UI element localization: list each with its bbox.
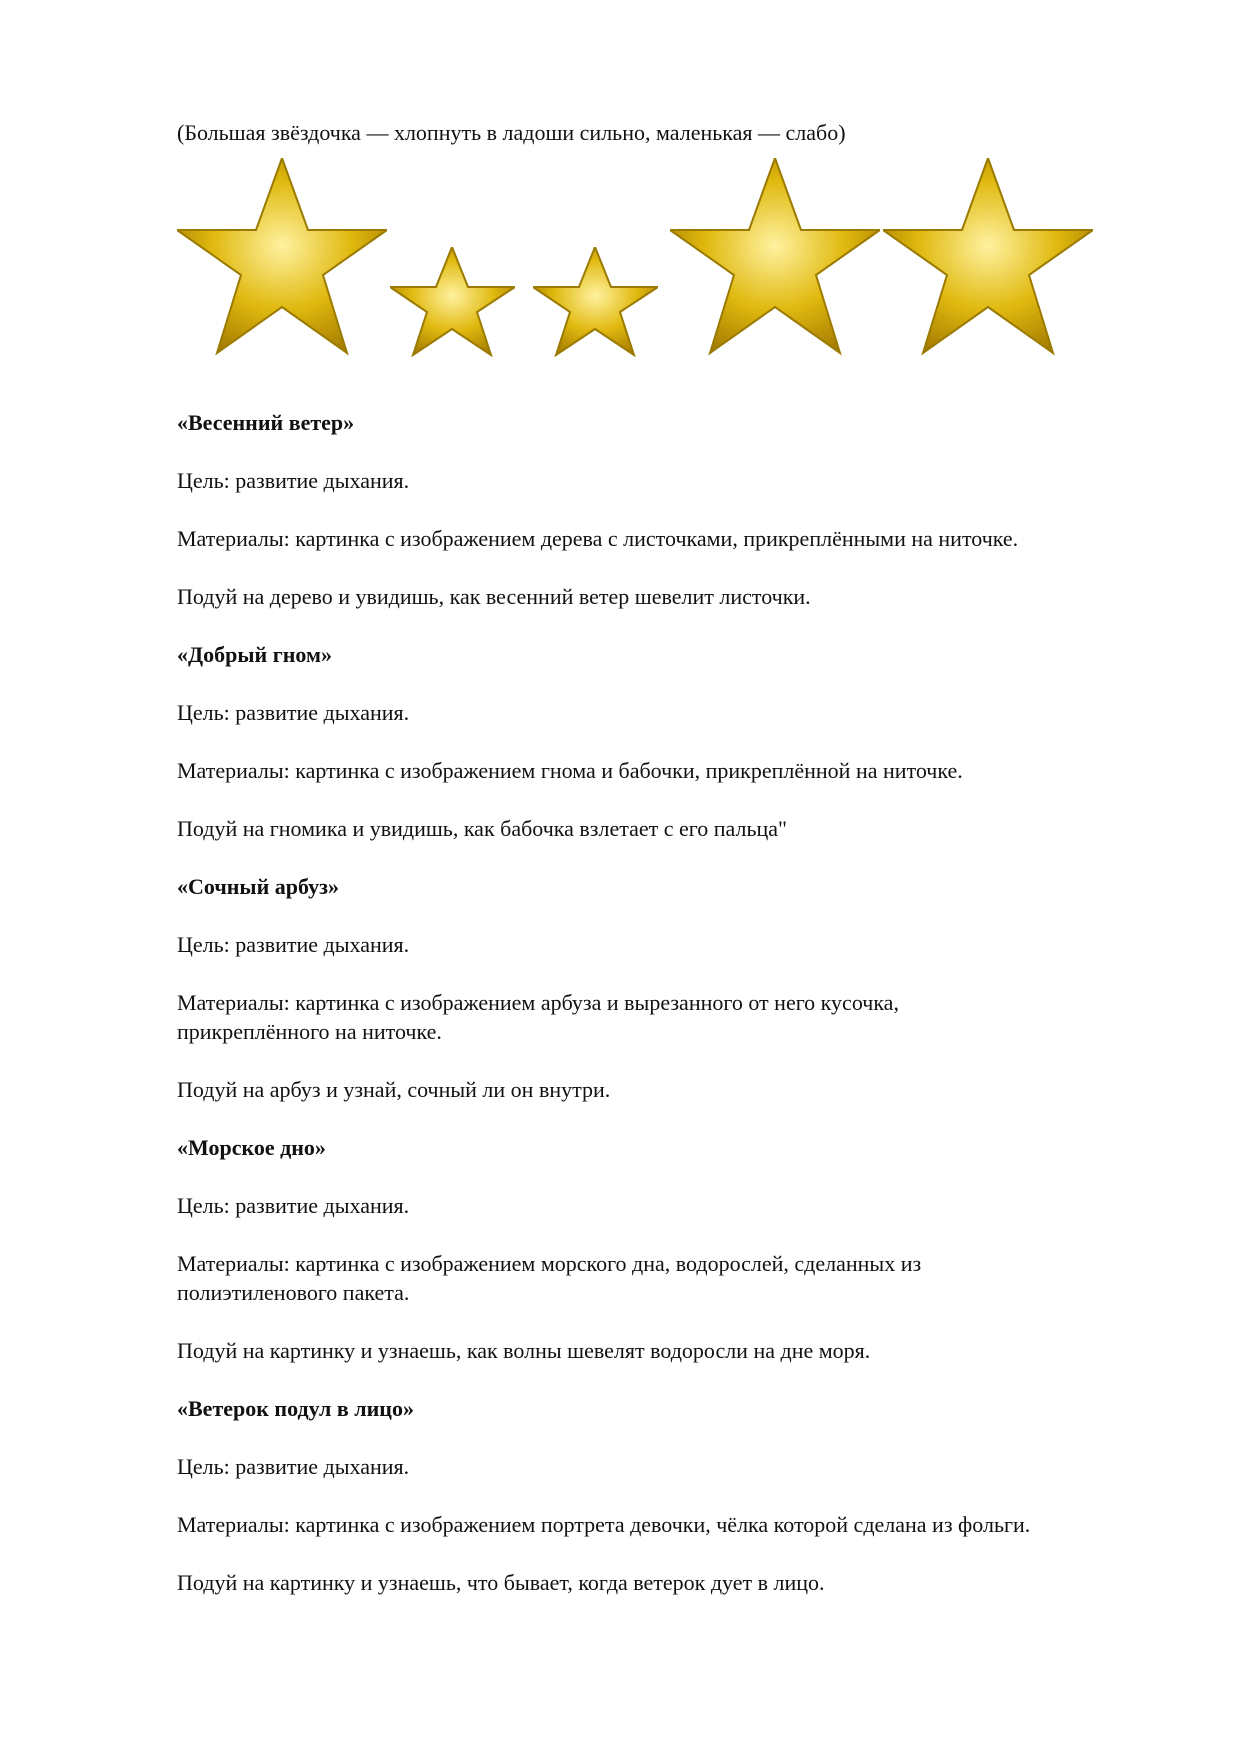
game-materials: Материалы: картинка с изображением арбуза и вырезанного от него кусочка, прикреплённого на ниточке. <box>177 990 899 1044</box>
intro-text: (Большая звёздочка — хлопнуть в ладоши сильно, маленькая — слабо) <box>177 120 846 145</box>
game-goal: Цель: развитие дыхания. <box>177 468 410 493</box>
game-instruction: Подуй на дерево и увидишь, как весенний ветер шевелит листочки. <box>177 584 811 609</box>
game-title: «Добрый гном» <box>177 642 332 667</box>
game-title: «Ветерок подул в лицо» <box>177 1396 414 1421</box>
game-goal: Цель: развитие дыхания. <box>177 700 410 725</box>
game-section <box>177 408 1157 611</box>
small-star-icon <box>533 247 658 357</box>
game-goal: Цель: развитие дыхания. <box>177 1454 410 1479</box>
game-section <box>177 640 1157 843</box>
game-section <box>177 1133 1157 1365</box>
document-page <box>177 118 1157 1626</box>
game-instruction: Подуй на картинку и узнаешь, как волны шевелят водоросли на дне моря. <box>177 1338 871 1363</box>
game-materials: Материалы: картинка с изображением гнома и бабочки, прикреплённой на ниточке. <box>177 758 963 783</box>
game-goal: Цель: развитие дыхания. <box>177 932 410 957</box>
game-section <box>177 872 1157 1104</box>
game-section <box>177 1394 1157 1597</box>
game-materials: Материалы: картинка с изображением морского дна, водорослей, сделанных из полиэтиленового пакета. <box>177 1251 922 1305</box>
big-star-icon <box>177 158 387 358</box>
small-star-icon <box>390 247 515 357</box>
game-instruction: Подуй на арбуз и узнай, сочный ли он внутри. <box>177 1077 611 1102</box>
game-title: «Сочный арбуз» <box>177 874 339 899</box>
game-title: «Весенний ветер» <box>177 410 355 435</box>
game-instruction: Подуй на картинку и узнаешь, что бывает, когда ветерок дует в лицо. <box>177 1570 825 1595</box>
game-goal: Цель: развитие дыхания. <box>177 1193 410 1218</box>
stars-row <box>177 158 1157 408</box>
big-star-icon <box>883 158 1093 358</box>
game-materials: Материалы: картинка с изображением дерева с листочками, прикреплёнными на ниточке. <box>177 526 1019 551</box>
game-materials: Материалы: картинка с изображением портрета девочки, чёлка которой сделана из фольги. <box>177 1512 1031 1537</box>
big-star-icon <box>670 158 880 358</box>
game-instruction: Подуй на гномика и увидишь, как бабочка взлетает с его пальца" <box>177 816 788 841</box>
game-title: «Морское дно» <box>177 1135 326 1160</box>
